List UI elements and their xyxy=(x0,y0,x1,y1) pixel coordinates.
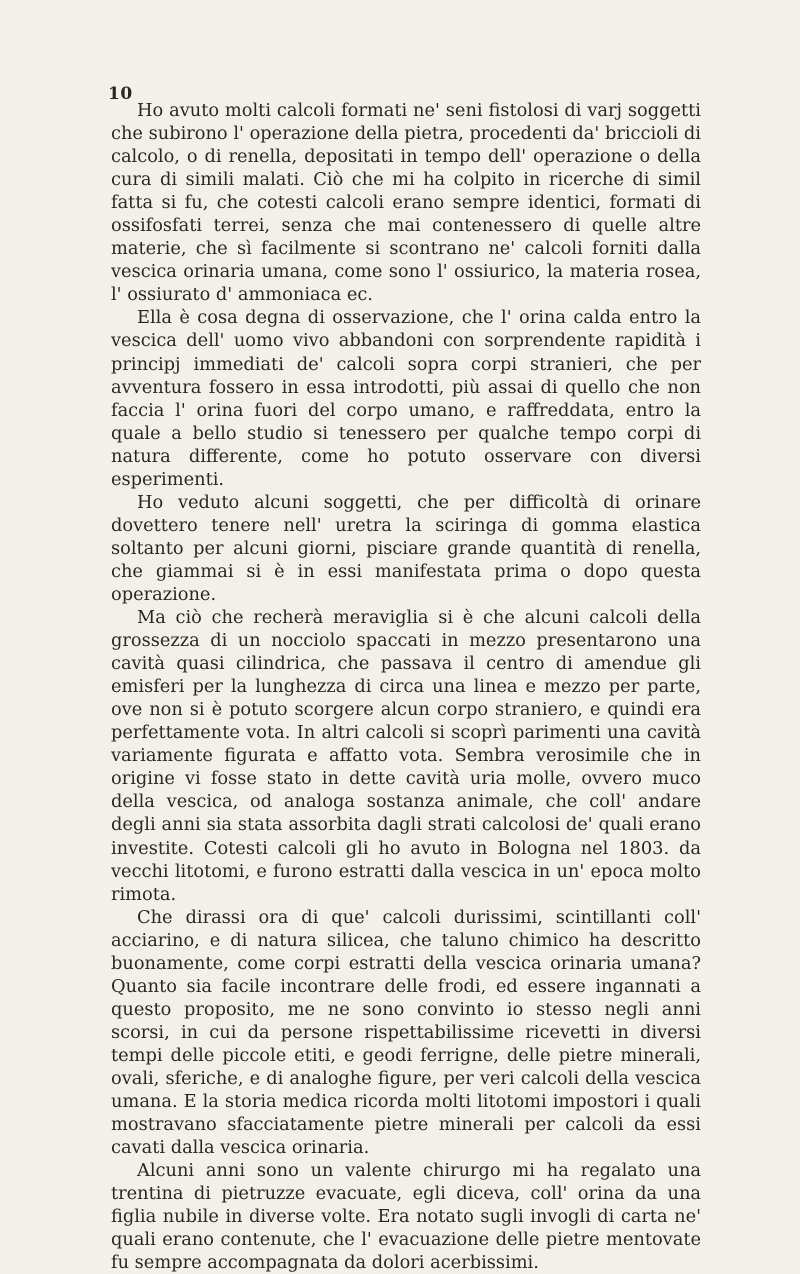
paragraph-3: Ho veduto alcuni soggetti, che per difficoltà di orinare dovettero tenere nell' uretra la sciringa di gomma elastica soltanto per alcuni giorni, pisciare grande quantità di renella, che giammai si è in essi manifestata prima o dopo questa operazione. xyxy=(111,491,701,605)
page-number: 10 xyxy=(108,84,133,104)
paragraph-4: Ma ciò che recherà meraviglia si è che alcuni calcoli della grossezza di un nocciolo spaccati in mezzo presentarono una cavità quasi cilindrica, che passava il centro di amendue gli emisferi per la lunghezza di circa una linea e mezzo per parte, ove non si è potuto scorgere alcun corpo straniero, e quindi era perfettamente vota. In altri calcoli si scoprì parimenti una cavità variamente figurata e affatto vota. Sembra verosimile che in origine vi fosse stato in dette cavità uria molle, ovvero muco della vescica, od analoga sostanza animale, che coll' andare degli anni sia stata assorbita dagli strati calcolosi de' quali erano investite. Cotesti calcoli gli ho avuto in Bologna nel 1803. da vecchi litotomi, e furono estratti dalla vescica in un' epoca molto rimota. xyxy=(111,607,701,905)
paragraph-1: Ho avuto molti calcoli formati ne' seni fistolosi di varj soggetti che subirono l' operazione della pietra, procedenti da' briccioli di calcolo, o di renella, depositati in tempo dell' operazione o della cura di simili malati. Ciò che mi ha colpito in ricerche di simil fatta si fu, che cotesti calcoli erano sempre identici, formati di ossifosfati terrei, senza che mai contenessero di quelle altre materie, che sì facilmente si scontrano ne' calcoli forniti dalla vescica orinaria umana, come sono l' ossiurico, la materia rosea, l' ossiurato d' ammoniaca ec. xyxy=(111,100,701,306)
body-text xyxy=(111,99,701,1274)
paragraph-2: Ella è cosa degna di osservazione, che l' orina calda entro la vescica dell' uomo vivo abbandoni con sorprendente rapidità i principj immediati de' calcoli sopra corpi stranieri, che per avventura fossero in essa introdotti, più assai di quello che non faccia l' orina fuori del corpo umano, e raffreddata, entro la quale a bello studio si tenessero per qualche tempo corpi di natura differente, come ho potuto osservare con diversi esperimenti. xyxy=(111,307,701,490)
paragraph-5: Che dirassi ora di que' calcoli durissimi, scintillanti coll' acciarino, e di natura silicea, che taluno chimico ha descritto buonamente, come corpi estratti della vescica orinaria umana? Quanto sia facile incontrare delle frodi, ed essere ingannati a questo proposito, me ne sono convinto io stesso negli anni scorsi, in cui da persone rispettabilissime ricevetti in diversi tempi delle piccole etiti, e geodi ferrigne, delle pietre minerali, ovali, sferiche, e di analoghe figure, per veri calcoli della vescica umana. E la storia medica ricorda molti litotomi impostori i quali mostravano sfacciatamente pietre minerali per calcoli da essi cavati dalla vescica orinaria. xyxy=(111,906,701,1159)
paragraph-6: Alcuni anni sono un valente chirurgo mi ha regalato una trentina di pietruzze evacuate, egli diceva, coll' orina da una figlia nubile in diverse volte. Era notato sugli invogli di carta ne' quali erano contenute, che l' evacuazione delle pietre mentovate fu sempre accompagnata da dolori acerbissimi. xyxy=(111,1160,701,1274)
